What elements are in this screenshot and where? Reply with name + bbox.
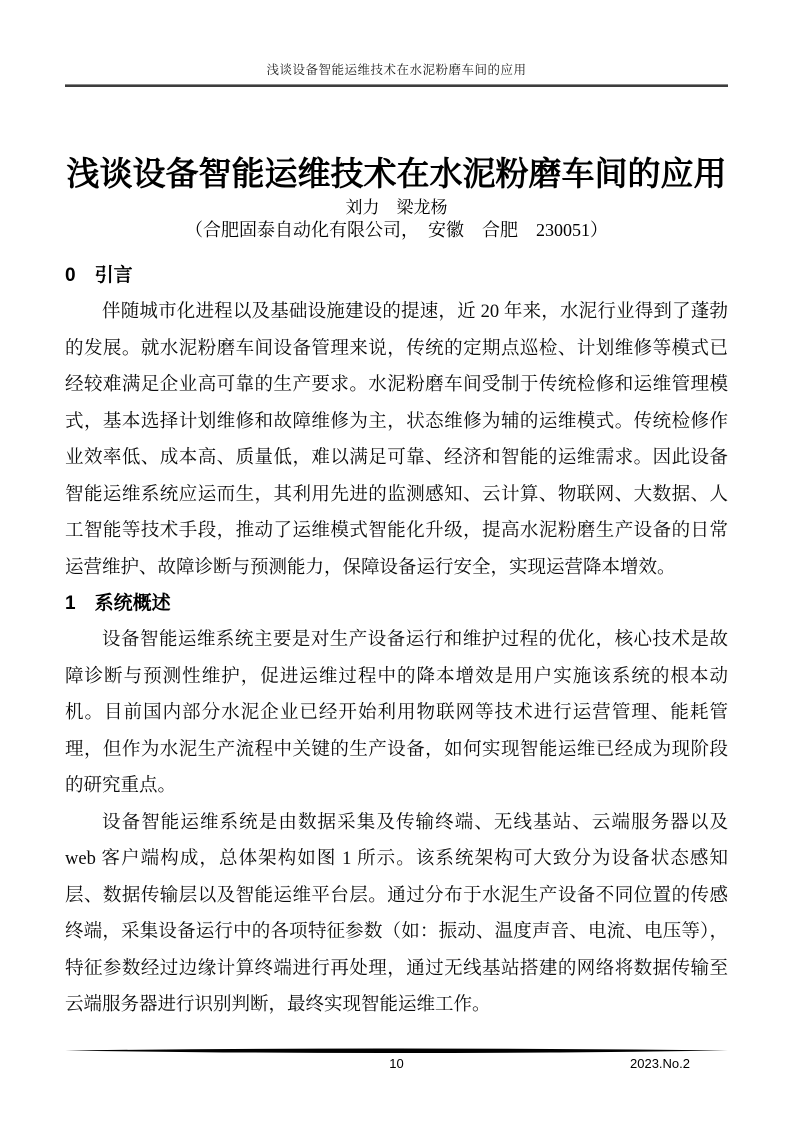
paragraph: 设备智能运维系统主要是对生产设备运行和维护过程的优化，核心技术是故障诊断与预测性维护，促进运维过程中的降本增效是用户实施该系统的根本动机。目前国内部分水泥企业已经开始利用物联网等技术进行运营管理、能耗管理，但作为水泥生产流程中关键的生产设备，如何实现智能运维已经成为现阶段的研究重点。 xyxy=(65,630,728,796)
section-heading-1-system-overview: 1 系统概述 xyxy=(65,593,171,614)
authors-line: 刘力 梁龙杨 xyxy=(345,198,448,217)
body-text xyxy=(65,258,728,1024)
section-heading-0-introduction: 0 引言 xyxy=(65,265,133,286)
footer-rule xyxy=(65,1046,728,1056)
affiliation-line: （合肥固泰自动化有限公司， 安徽 合肥 230051） xyxy=(185,220,608,240)
running-header: 浅谈设备智能运维技术在水泥粉磨车间的应用 xyxy=(266,63,527,77)
header-rule xyxy=(65,84,728,87)
paragraph: 设备智能运维系统是由数据采集及传输终端、无线基站、云端服务器以及 web 客户端构成，总体架构如图 1 所示。该系统架构可大致分为设备状态感知层、数据传输层以及智能运维平台层。通过分布于水泥生产设备不同位置的传感终端，采集设备运行中的各项特征参数（如：振动、温度声音、电流、电压等），特征参数经过边缘计算终端进行再处理，通过无线基站搭建的网络将数据传输至云端服务器进行识别判断，最终实现智能运维工作。 xyxy=(65,812,728,1015)
paper-title: 浅谈设备智能运维技术在水泥粉磨车间的应用 xyxy=(66,155,727,193)
paragraph: 伴随城市化进程以及基础设施建设的提速，近 20 年来，水泥行业得到了蓬勃的发展。就水泥粉磨车间设备管理来说，传统的定期点巡检、计划维修等模式已经较难满足企业高可靠的生产要求。水泥粉磨车间受制于传统检修和运维管理模式，基本选择计划维修和故障维修为主，状态维修为辅的运维模式。传统检修作业效率低、成本高、质量低，难以满足可靠、经济和智能的运维需求。因此设备智能运维系统应运而生，其利用先进的监测感知、云计算、物联网、大数据、人工智能等技术手段，推动了运维模式智能化升级，提高水泥粉磨生产设备的日常运营维护、故障诊断与预测能力，保障设备运行安全，实现运营降本增效。 xyxy=(65,302,728,578)
issue-label: 2023.No.2 xyxy=(630,1056,690,1071)
page-number: 10 xyxy=(389,1056,404,1071)
